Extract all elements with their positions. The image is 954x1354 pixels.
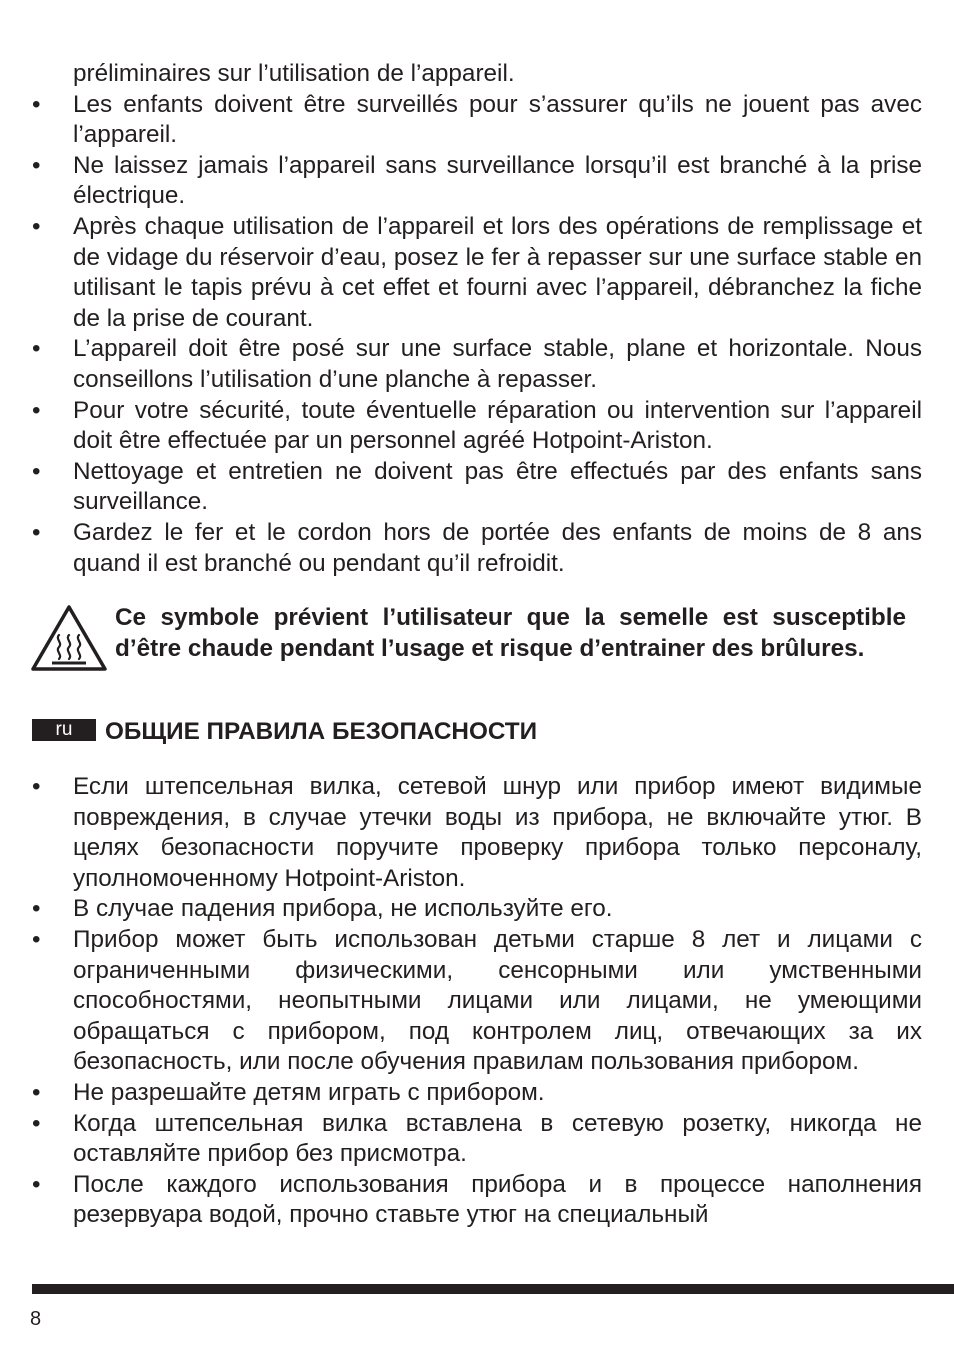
hot-surface-warning-icon — [30, 603, 108, 673]
list-item — [30, 1170, 922, 1231]
bullet: • — [32, 925, 41, 953]
list-item-text: В случае падения прибора, не используйте его. — [73, 895, 613, 923]
bullet: • — [32, 457, 41, 485]
bullet: • — [32, 90, 41, 118]
hot-surface-warning — [30, 603, 922, 699]
list-item — [30, 457, 922, 518]
russian-safety-list — [30, 772, 922, 1231]
list-item — [30, 151, 922, 212]
list-item-text: Les enfants doivent être surveillés pour s’assurer qu’ils ne jouent pas avec l’appareil. — [73, 90, 922, 149]
list-item-text: Если штепсельная вилка, сетевой шнур или прибор имеют видимые повреждения, в случае утечки воды из прибора, не включайте утюг. В целях безопасности поручите проверку прибора только персоналу, уполномоченному Hotpoint-Ariston. — [73, 773, 922, 892]
section-title: ОБЩИЕ ПРАВИЛА БЕЗОПАСНОСТИ — [105, 718, 538, 745]
bullet: • — [32, 518, 41, 546]
list-item-text: Ne laissez jamais l’appareil sans surveillance lorsqu’il est branché à la prise électrique. — [73, 151, 922, 210]
bullet: • — [32, 151, 41, 179]
list-item-text: Après chaque utilisation de l’appareil et lors des opérations de remplissage et de vidage du réservoir d’eau, posez le fer à repasser sur une surface stable en utilisant le tapis prévu à cet effet et fourni avec l’appareil, débranchez la fiche de la prise de courant. — [73, 212, 922, 332]
language-badge: ru — [32, 719, 96, 741]
warning-text: Ce symbole prévient l’utilisateur que la semelle est susceptible d’être chaude pendant l’usage et risque d’entrainer des brûlures. — [115, 604, 906, 662]
section-heading — [32, 717, 537, 747]
list-item-text: Gardez le fer et le cordon hors de portée des enfants de moins de 8 ans quand il est branché ou pendant qu’il refroidit. — [73, 518, 922, 577]
footer-rule — [32, 1284, 954, 1294]
bullet: • — [32, 895, 41, 923]
list-item-text: Когда штепсельная вилка вставлена в сетевую розетку, никогда не оставляйте прибор без присмотра. — [73, 1109, 922, 1168]
bullet: • — [32, 773, 41, 800]
list-item — [30, 894, 922, 925]
french-safety-list — [30, 59, 922, 579]
list-item — [30, 90, 922, 151]
list-item-text: Nettoyage et entretien ne doivent pas être effectués par des enfants sans surveillance. — [73, 457, 922, 516]
list-item-text: Не разрешайте детям играть с прибором. — [73, 1078, 545, 1106]
bullet: • — [32, 1078, 41, 1106]
page-number: 8 — [30, 1308, 42, 1330]
bullet: • — [32, 212, 41, 240]
list-item-text: Pour votre sécurité, toute éventuelle réparation ou intervention sur l’appareil doit être effectuée par un personnel agréé Hotpoint-Ariston. — [73, 396, 922, 455]
list-item — [30, 1109, 922, 1170]
list-item-text: После каждого использования прибора и в процессе наполнения резервуара водой, прочно ставьте утюг на специальный — [73, 1170, 922, 1229]
list-item-text: L’appareil doit être posé sur une surface stable, plane et horizontale. Nous conseillons l’utilisation d’une planche à repasser. — [73, 335, 922, 393]
list-item — [30, 925, 922, 1078]
list-item — [30, 1078, 922, 1109]
list-item — [30, 334, 922, 395]
bullet: • — [32, 1109, 41, 1137]
list-item — [30, 212, 922, 334]
bullet: • — [32, 335, 41, 363]
list-item — [30, 772, 922, 894]
continuation-line: préliminaires sur l’utilisation de l’appareil. — [73, 60, 515, 87]
list-item — [30, 396, 922, 457]
list-item — [30, 518, 922, 579]
bullet: • — [32, 1170, 41, 1198]
bullet: • — [32, 396, 41, 424]
list-item-text: Прибор может быть использован детьми старше 8 лет и лицами с ограниченными физическими, сенсорными или умственными способностями, неопытными лицами или лицами, не умеющими обращаться с прибором, под контролем лиц, отвечающих за их безопасность, или после обучения правилам пользования прибором. — [73, 925, 922, 1076]
